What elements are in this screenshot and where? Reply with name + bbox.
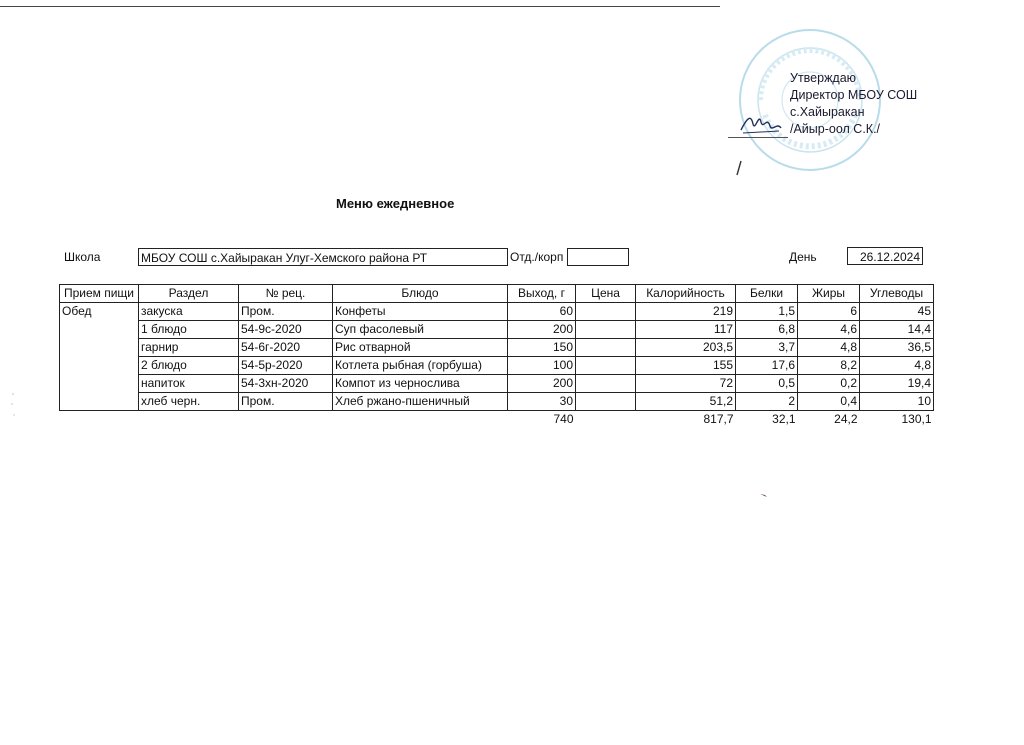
fat-cell: 8,2 bbox=[798, 357, 860, 375]
carbs-cell: 10 bbox=[860, 393, 934, 411]
carbs-cell: 4,8 bbox=[860, 357, 934, 375]
protein-cell: 6,8 bbox=[736, 321, 798, 339]
price-cell bbox=[576, 303, 636, 321]
recipe-cell: Пром. bbox=[239, 303, 333, 321]
protein-cell: 2 bbox=[736, 393, 798, 411]
col-header-carbs: Углеводы bbox=[860, 285, 934, 303]
dish-cell: Рис отварной bbox=[333, 339, 508, 357]
school-label: Школа bbox=[64, 250, 101, 264]
protein-cell: 3,7 bbox=[736, 339, 798, 357]
top-rule bbox=[0, 6, 720, 7]
total-carbs: 130,1 bbox=[901, 412, 932, 426]
col-header-dish: Блюдо bbox=[333, 285, 508, 303]
approval-line-1: Утверждаю bbox=[790, 71, 857, 85]
col-header-price: Цена bbox=[576, 285, 636, 303]
table-row bbox=[60, 321, 934, 339]
totals-row bbox=[60, 411, 934, 429]
protein-cell: 17,6 bbox=[736, 357, 798, 375]
table-row bbox=[60, 357, 934, 375]
calories-cell: 117 bbox=[636, 321, 736, 339]
calories-cell: 219 bbox=[636, 303, 736, 321]
dish-cell: Хлеб ржано-пшеничный bbox=[333, 393, 508, 411]
calories-cell: 203,5 bbox=[636, 339, 736, 357]
price-cell bbox=[576, 375, 636, 393]
table-row bbox=[60, 393, 934, 411]
col-header-calories: Калорийность bbox=[636, 285, 736, 303]
section-cell: закуска bbox=[139, 303, 239, 321]
weight-cell: 60 bbox=[508, 303, 576, 321]
col-header-protein: Белки bbox=[736, 285, 798, 303]
section-cell: хлеб черн. bbox=[139, 393, 239, 411]
dish-cell: Суп фасолевый bbox=[333, 321, 508, 339]
price-cell bbox=[576, 321, 636, 339]
col-header-meal: Прием пищи bbox=[60, 285, 139, 303]
scan-specks bbox=[10, 390, 16, 420]
approval-line-3: с.Хайыракан bbox=[790, 105, 865, 119]
col-header-recipe: № рец. bbox=[239, 285, 333, 303]
total-calories: 817,7 bbox=[703, 412, 734, 426]
col-header-weight: Выход, г bbox=[508, 285, 576, 303]
price-cell bbox=[576, 357, 636, 375]
fat-cell: 0,4 bbox=[798, 393, 860, 411]
carbs-cell: 36,5 bbox=[860, 339, 934, 357]
protein-cell: 1,5 bbox=[736, 303, 798, 321]
scan-speck bbox=[760, 493, 767, 498]
calories-cell: 72 bbox=[636, 375, 736, 393]
total-weight: 740 bbox=[553, 412, 574, 426]
fat-cell: 4,8 bbox=[798, 339, 860, 357]
day-field[interactable]: 26.12.2024 bbox=[847, 247, 923, 265]
recipe-cell: 54-5р-2020 bbox=[239, 357, 333, 375]
weight-cell: 30 bbox=[508, 393, 576, 411]
meal-cell: Обед bbox=[60, 303, 139, 411]
weight-cell: 150 bbox=[508, 339, 576, 357]
approval-block bbox=[790, 70, 917, 138]
calories-cell: 155 bbox=[636, 357, 736, 375]
fat-cell: 0,2 bbox=[798, 375, 860, 393]
pen-mark bbox=[735, 160, 743, 176]
col-header-fat: Жиры bbox=[798, 285, 860, 303]
total-protein: 32,1 bbox=[772, 412, 796, 426]
dish-cell: Компот из чернослива bbox=[333, 375, 508, 393]
director-signature bbox=[737, 108, 785, 140]
weight-cell: 100 bbox=[508, 357, 576, 375]
section-cell: гарнир bbox=[139, 339, 239, 357]
dish-cell: Котлета рыбная (горбуша) bbox=[333, 357, 508, 375]
page-title: Меню ежедневное bbox=[336, 196, 455, 211]
day-label: День bbox=[789, 250, 817, 264]
col-header-section: Раздел bbox=[139, 285, 239, 303]
recipe-cell: 54-3хн-2020 bbox=[239, 375, 333, 393]
fat-cell: 6 bbox=[798, 303, 860, 321]
dish-cell: Конфеты bbox=[333, 303, 508, 321]
table-row bbox=[60, 303, 934, 321]
table-row bbox=[60, 339, 934, 357]
signature-line bbox=[728, 137, 788, 138]
table-row bbox=[60, 375, 934, 393]
school-field[interactable]: МБОУ СОШ с.Хайыракан Улуг-Хемского района РТ bbox=[138, 248, 508, 266]
weight-cell: 200 bbox=[508, 375, 576, 393]
section-cell: 2 блюдо bbox=[139, 357, 239, 375]
recipe-cell: 54-6г-2020 bbox=[239, 339, 333, 357]
calories-cell: 51,2 bbox=[636, 393, 736, 411]
recipe-cell: Пром. bbox=[239, 393, 333, 411]
table-header-row bbox=[60, 285, 934, 303]
total-fat: 24,2 bbox=[834, 412, 858, 426]
dept-label: Отд./корп bbox=[510, 250, 564, 264]
carbs-cell: 45 bbox=[860, 303, 934, 321]
dept-field[interactable] bbox=[567, 248, 629, 266]
section-cell: 1 блюдо bbox=[139, 321, 239, 339]
fat-cell: 4,6 bbox=[798, 321, 860, 339]
price-cell bbox=[576, 393, 636, 411]
price-cell bbox=[576, 339, 636, 357]
weight-cell: 200 bbox=[508, 321, 576, 339]
menu-table bbox=[59, 284, 934, 428]
section-cell: напиток bbox=[139, 375, 239, 393]
carbs-cell: 14,4 bbox=[860, 321, 934, 339]
recipe-cell: 54-9с-2020 bbox=[239, 321, 333, 339]
approval-line-2: Директор МБОУ СОШ bbox=[790, 88, 918, 102]
protein-cell: 0,5 bbox=[736, 375, 798, 393]
carbs-cell: 19,4 bbox=[860, 375, 934, 393]
approval-line-4: /Айыр-оол С.К./ bbox=[790, 122, 881, 136]
